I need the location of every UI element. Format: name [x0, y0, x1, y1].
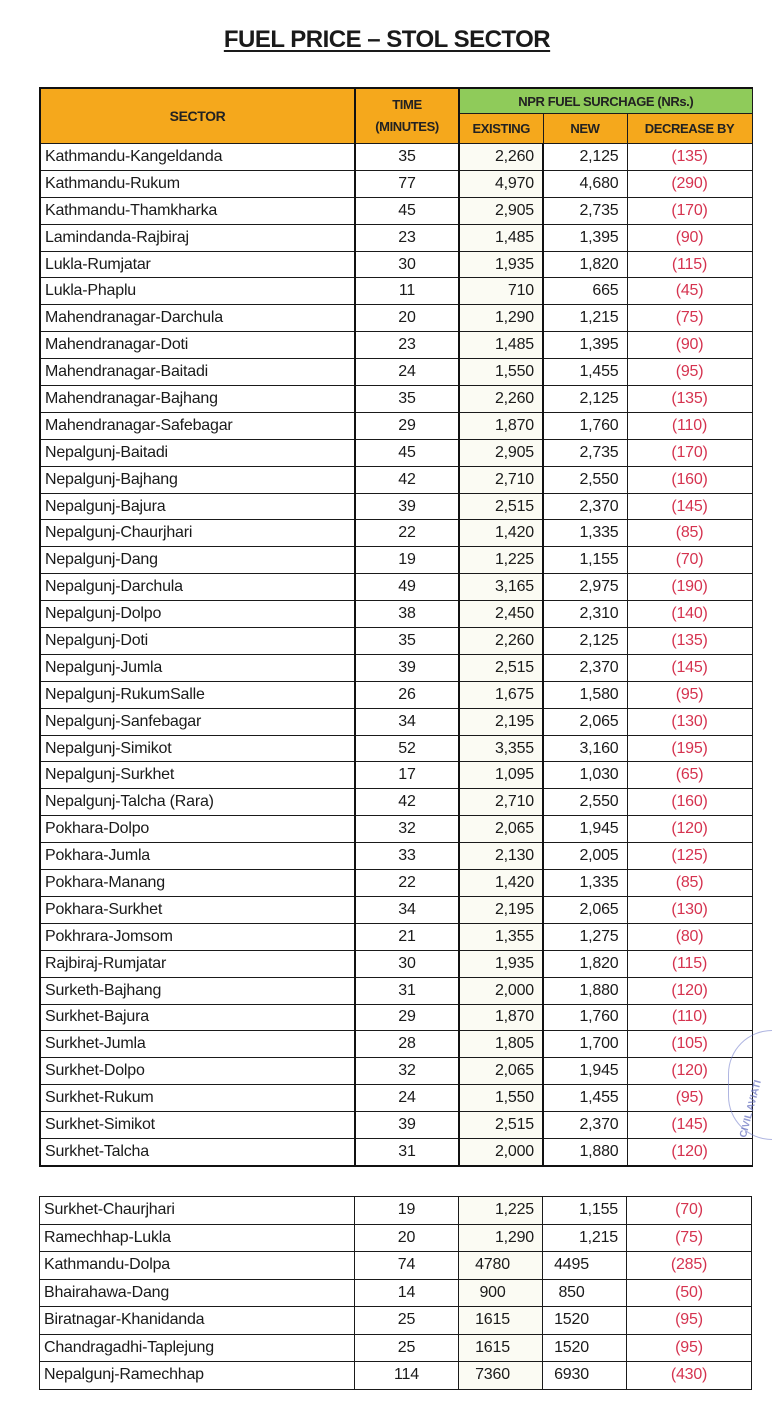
fuel-price-table [39, 87, 753, 1167]
cell-new: 6930 [543, 1362, 627, 1390]
fuel-price-table-extension [39, 1196, 752, 1390]
table-row [40, 950, 752, 977]
cell-time: 74 [355, 1252, 459, 1280]
cell-new: 2,125 [543, 386, 627, 413]
cell-new: 2,550 [543, 789, 627, 816]
cell-decrease: (130) [627, 708, 752, 735]
cell-decrease: (110) [627, 412, 752, 439]
table-row [40, 1334, 752, 1362]
table-row [40, 466, 752, 493]
cell-existing: 2,065 [459, 1058, 543, 1085]
cell-time: 38 [355, 601, 459, 628]
cell-existing: 1,420 [459, 520, 543, 547]
cell-time: 39 [355, 493, 459, 520]
table-row [40, 654, 752, 681]
cell-sector: Mahendranagar-Safebagar [40, 412, 355, 439]
cell-existing: 2,905 [459, 197, 543, 224]
cell-decrease: (135) [627, 386, 752, 413]
cell-new: 1,395 [543, 332, 627, 359]
cell-sector: Ramechhap-Lukla [40, 1224, 355, 1252]
cell-existing: 1,225 [459, 1197, 543, 1225]
cell-time: 23 [355, 224, 459, 251]
table-row [40, 1112, 752, 1139]
cell-existing: 2,515 [459, 654, 543, 681]
cell-decrease: (170) [627, 197, 752, 224]
cell-new: 1,030 [543, 762, 627, 789]
cell-decrease: (110) [627, 1004, 752, 1031]
table-row [40, 520, 752, 547]
table-row [40, 359, 752, 386]
cell-sector: Mahendranagar-Darchula [40, 305, 355, 332]
cell-time: 49 [355, 574, 459, 601]
cell-decrease: (75) [627, 1224, 752, 1252]
cell-sector: Kathmandu-Thamkharka [40, 197, 355, 224]
cell-existing: 1,290 [459, 1224, 543, 1252]
cell-decrease: (95) [627, 681, 752, 708]
cell-sector: Surketh-Bajhang [40, 977, 355, 1004]
cell-time: 31 [355, 977, 459, 1004]
header-sector: SECTOR [40, 88, 355, 144]
cell-new: 2,125 [543, 144, 627, 171]
cell-time: 25 [355, 1334, 459, 1362]
cell-existing: 2,260 [459, 144, 543, 171]
cell-new: 1,455 [543, 359, 627, 386]
cell-new: 1,395 [543, 224, 627, 251]
cell-new: 2,370 [543, 493, 627, 520]
cell-sector: Nepalgunj-Sanfebagar [40, 708, 355, 735]
cell-decrease: (85) [627, 520, 752, 547]
table-row [40, 493, 752, 520]
cell-time: 31 [355, 1138, 459, 1165]
table-row [40, 816, 752, 843]
cell-time: 52 [355, 735, 459, 762]
cell-existing: 1,550 [459, 1085, 543, 1112]
cell-time: 32 [355, 816, 459, 843]
cell-decrease: (160) [627, 789, 752, 816]
cell-sector: Surkhet-Dolpo [40, 1058, 355, 1085]
table-row [40, 1138, 752, 1165]
cell-time: 22 [355, 870, 459, 897]
cell-time: 26 [355, 681, 459, 708]
cell-time: 35 [355, 144, 459, 171]
cell-new: 1,945 [543, 816, 627, 843]
table-row [40, 628, 752, 655]
cell-existing: 1,935 [459, 950, 543, 977]
cell-time: 42 [355, 789, 459, 816]
cell-existing: 2,195 [459, 896, 543, 923]
cell-existing: 1,550 [459, 359, 543, 386]
cell-decrease: (130) [627, 896, 752, 923]
header-existing: EXISTING [459, 114, 543, 144]
table-row [40, 843, 752, 870]
cell-time: 45 [355, 439, 459, 466]
cell-decrease: (95) [627, 1334, 752, 1362]
cell-time: 28 [355, 1031, 459, 1058]
cell-time: 24 [355, 1085, 459, 1112]
cell-sector: Nepalgunj-Jumla [40, 654, 355, 681]
cell-time: 39 [355, 654, 459, 681]
cell-time: 20 [355, 1224, 459, 1252]
cell-new: 1520 [543, 1334, 627, 1362]
cell-new: 2,550 [543, 466, 627, 493]
header-time [355, 88, 459, 144]
cell-sector: Nepalgunj-Talcha (Rara) [40, 789, 355, 816]
cell-existing: 2,515 [459, 1112, 543, 1139]
table-row [40, 224, 752, 251]
cell-time: 20 [355, 305, 459, 332]
table-row [40, 681, 752, 708]
cell-time: 17 [355, 762, 459, 789]
cell-existing: 2,450 [459, 601, 543, 628]
cell-sector: Mahendranagar-Baitadi [40, 359, 355, 386]
cell-new: 1,700 [543, 1031, 627, 1058]
table-row [40, 412, 752, 439]
cell-existing: 1,805 [459, 1031, 543, 1058]
cell-sector: Mahendranagar-Doti [40, 332, 355, 359]
cell-time: 30 [355, 950, 459, 977]
cell-decrease: (90) [627, 332, 752, 359]
cell-existing: 2,710 [459, 789, 543, 816]
cell-time: 11 [355, 278, 459, 305]
cell-new: 1,275 [543, 923, 627, 950]
cell-decrease: (105) [627, 1031, 752, 1058]
cell-existing: 4,970 [459, 170, 543, 197]
cell-time: 21 [355, 923, 459, 950]
cell-time: 30 [355, 251, 459, 278]
table-row [40, 762, 752, 789]
cell-new: 1,155 [543, 1197, 627, 1225]
cell-existing: 1,095 [459, 762, 543, 789]
cell-existing: 4780 [459, 1252, 543, 1280]
cell-sector: Surkhet-Jumla [40, 1031, 355, 1058]
cell-existing: 2,195 [459, 708, 543, 735]
cell-new: 1,580 [543, 681, 627, 708]
table-row [40, 386, 752, 413]
cell-sector: Pokhara-Dolpo [40, 816, 355, 843]
cell-new: 4,680 [543, 170, 627, 197]
cell-decrease: (95) [627, 1307, 752, 1335]
cell-existing: 2,260 [459, 628, 543, 655]
cell-existing: 900 [459, 1279, 543, 1307]
cell-sector: Nepalgunj-Bajhang [40, 466, 355, 493]
cell-sector: Pokhara-Jumla [40, 843, 355, 870]
cell-time: 35 [355, 628, 459, 655]
cell-decrease: (95) [627, 359, 752, 386]
cell-decrease: (135) [627, 628, 752, 655]
cell-decrease: (125) [627, 843, 752, 870]
cell-decrease: (50) [627, 1279, 752, 1307]
cell-sector: Pokhara-Surkhet [40, 896, 355, 923]
cell-new: 2,975 [543, 574, 627, 601]
cell-sector: Nepalgunj-Surkhet [40, 762, 355, 789]
cell-existing: 710 [459, 278, 543, 305]
cell-sector: Nepalgunj-Darchula [40, 574, 355, 601]
cell-sector: Surkhet-Talcha [40, 1138, 355, 1165]
cell-decrease: (190) [627, 574, 752, 601]
cell-decrease: (85) [627, 870, 752, 897]
cell-existing: 2,905 [459, 439, 543, 466]
table-row [40, 1004, 752, 1031]
cell-new: 1,760 [543, 412, 627, 439]
cell-decrease: (120) [627, 1058, 752, 1085]
cell-decrease: (70) [627, 547, 752, 574]
cell-existing: 2,515 [459, 493, 543, 520]
cell-decrease: (115) [627, 950, 752, 977]
cell-sector: Bhairahawa-Dang [40, 1279, 355, 1307]
cell-decrease: (65) [627, 762, 752, 789]
cell-decrease: (120) [627, 816, 752, 843]
cell-new: 2,735 [543, 439, 627, 466]
cell-decrease: (160) [627, 466, 752, 493]
cell-time: 29 [355, 412, 459, 439]
cell-existing: 1,870 [459, 412, 543, 439]
cell-time: 33 [355, 843, 459, 870]
cell-time: 42 [355, 466, 459, 493]
cell-new: 1520 [543, 1307, 627, 1335]
cell-sector: Nepalgunj-RukumSalle [40, 681, 355, 708]
table-row [40, 1252, 752, 1280]
cell-sector: Surkhet-Chaurjhari [40, 1197, 355, 1225]
cell-decrease: (290) [627, 170, 752, 197]
cell-sector: Pokhara-Manang [40, 870, 355, 897]
cell-existing: 1,485 [459, 224, 543, 251]
cell-time: 114 [355, 1362, 459, 1390]
cell-existing: 2,710 [459, 466, 543, 493]
cell-new: 2,125 [543, 628, 627, 655]
table-row [40, 1085, 752, 1112]
header-surcharge: NPR FUEL SURCHAGE (NRs.) [459, 88, 752, 114]
cell-existing: 2,000 [459, 1138, 543, 1165]
table-row [40, 870, 752, 897]
cell-existing: 2,260 [459, 386, 543, 413]
document-title [0, 26, 774, 54]
cell-time: 34 [355, 896, 459, 923]
cell-decrease: (145) [627, 493, 752, 520]
cell-time: 29 [355, 1004, 459, 1031]
cell-sector: Nepalgunj-Bajura [40, 493, 355, 520]
cell-new: 1,215 [543, 1224, 627, 1252]
cell-sector: Surkhet-Rukum [40, 1085, 355, 1112]
table-row [40, 305, 752, 332]
cell-decrease: (45) [627, 278, 752, 305]
cell-time: 77 [355, 170, 459, 197]
cell-decrease: (80) [627, 923, 752, 950]
cell-new: 2,735 [543, 197, 627, 224]
cell-new: 2,310 [543, 601, 627, 628]
cell-decrease: (285) [627, 1252, 752, 1280]
cell-time: 35 [355, 386, 459, 413]
cell-sector: Mahendranagar-Bajhang [40, 386, 355, 413]
cell-existing: 1,485 [459, 332, 543, 359]
table-row [40, 977, 752, 1004]
cell-sector: Lukla-Phaplu [40, 278, 355, 305]
cell-new: 2,065 [543, 708, 627, 735]
cell-sector: Chandragadhi-Taplejung [40, 1334, 355, 1362]
cell-sector: Biratnagar-Khanidanda [40, 1307, 355, 1335]
cell-sector: Surkhet-Simikot [40, 1112, 355, 1139]
table-row [40, 1362, 752, 1390]
cell-existing: 2,065 [459, 816, 543, 843]
cell-sector: Lukla-Rumjatar [40, 251, 355, 278]
cell-sector: Nepalgunj-Baitadi [40, 439, 355, 466]
table-row [40, 197, 752, 224]
cell-new: 2,370 [543, 654, 627, 681]
cell-existing: 1,290 [459, 305, 543, 332]
cell-decrease: (70) [627, 1197, 752, 1225]
cell-new: 850 [543, 1279, 627, 1307]
table-row [40, 251, 752, 278]
table-row [40, 439, 752, 466]
table-row [40, 547, 752, 574]
table-row [40, 278, 752, 305]
cell-time: 19 [355, 1197, 459, 1225]
cell-time: 14 [355, 1279, 459, 1307]
cell-sector: Nepalgunj-Simikot [40, 735, 355, 762]
cell-existing: 1,355 [459, 923, 543, 950]
cell-new: 665 [543, 278, 627, 305]
cell-existing: 1,935 [459, 251, 543, 278]
cell-sector: Nepalgunj-Dolpo [40, 601, 355, 628]
cell-existing: 3,355 [459, 735, 543, 762]
cell-existing: 1,675 [459, 681, 543, 708]
cell-time: 32 [355, 1058, 459, 1085]
cell-existing: 7360 [459, 1362, 543, 1390]
cell-existing: 1,225 [459, 547, 543, 574]
header-time-line2: (MINUTES) [375, 119, 439, 134]
cell-decrease: (95) [627, 1085, 752, 1112]
cell-decrease: (145) [627, 654, 752, 681]
cell-decrease: (195) [627, 735, 752, 762]
cell-new: 1,455 [543, 1085, 627, 1112]
cell-sector: Kathmandu-Rukum [40, 170, 355, 197]
cell-sector: Lamindanda-Rajbiraj [40, 224, 355, 251]
table-row [40, 735, 752, 762]
cell-existing: 1615 [459, 1307, 543, 1335]
cell-sector: Nepalgunj-Doti [40, 628, 355, 655]
cell-new: 2,065 [543, 896, 627, 923]
header-time-line1: TIME [392, 97, 422, 112]
table-row [40, 1224, 752, 1252]
cell-existing: 1615 [459, 1334, 543, 1362]
cell-new: 1,335 [543, 520, 627, 547]
cell-sector: Surkhet-Bajura [40, 1004, 355, 1031]
table-row [40, 1307, 752, 1335]
cell-time: 34 [355, 708, 459, 735]
table-row [40, 170, 752, 197]
table-row [40, 601, 752, 628]
cell-sector: Kathmandu-Dolpa [40, 1252, 355, 1280]
cell-sector: Kathmandu-Kangeldanda [40, 144, 355, 171]
cell-decrease: (90) [627, 224, 752, 251]
header-new: NEW [543, 114, 627, 144]
cell-sector: Nepalgunj-Dang [40, 547, 355, 574]
cell-time: 19 [355, 547, 459, 574]
cell-time: 25 [355, 1307, 459, 1335]
cell-time: 24 [355, 359, 459, 386]
cell-decrease: (135) [627, 144, 752, 171]
cell-sector: Nepalgunj-Chaurjhari [40, 520, 355, 547]
cell-new: 1,945 [543, 1058, 627, 1085]
cell-new: 1,880 [543, 1138, 627, 1165]
cell-new: 1,820 [543, 950, 627, 977]
cell-new: 3,160 [543, 735, 627, 762]
cell-time: 39 [355, 1112, 459, 1139]
cell-decrease: (140) [627, 601, 752, 628]
cell-existing: 3,165 [459, 574, 543, 601]
cell-decrease: (120) [627, 977, 752, 1004]
table-row [40, 574, 752, 601]
cell-new: 1,215 [543, 305, 627, 332]
cell-decrease: (120) [627, 1138, 752, 1165]
cell-sector: Nepalgunj-Ramechhap [40, 1362, 355, 1390]
table-row [40, 1197, 752, 1225]
cell-decrease: (430) [627, 1362, 752, 1390]
cell-decrease: (75) [627, 305, 752, 332]
table-row [40, 708, 752, 735]
table-row [40, 332, 752, 359]
cell-sector: Pokhrara-Jomsom [40, 923, 355, 950]
cell-sector: Rajbiraj-Rumjatar [40, 950, 355, 977]
cell-new: 2,370 [543, 1112, 627, 1139]
cell-time: 22 [355, 520, 459, 547]
cell-existing: 1,420 [459, 870, 543, 897]
table-row [40, 1279, 752, 1307]
cell-new: 1,820 [543, 251, 627, 278]
cell-existing: 2,000 [459, 977, 543, 1004]
table-row [40, 789, 752, 816]
cell-new: 1,880 [543, 977, 627, 1004]
cell-new: 1,155 [543, 547, 627, 574]
cell-new: 4495 [543, 1252, 627, 1280]
cell-new: 1,760 [543, 1004, 627, 1031]
cell-existing: 1,870 [459, 1004, 543, 1031]
cell-decrease: (170) [627, 439, 752, 466]
cell-existing: 2,130 [459, 843, 543, 870]
cell-time: 45 [355, 197, 459, 224]
table-row [40, 1031, 752, 1058]
table-row [40, 923, 752, 950]
cell-decrease: (145) [627, 1112, 752, 1139]
cell-new: 1,335 [543, 870, 627, 897]
stamp-text: CIVIL AVIATI [738, 1078, 764, 1139]
header-decrease-by: DECREASE BY [627, 114, 752, 144]
cell-decrease: (115) [627, 251, 752, 278]
cell-time: 23 [355, 332, 459, 359]
table-row [40, 1058, 752, 1085]
title-text: FUEL PRICE – STOL SECTOR [223, 26, 551, 53]
table-row [40, 144, 752, 171]
cell-new: 2,005 [543, 843, 627, 870]
table-row [40, 896, 752, 923]
